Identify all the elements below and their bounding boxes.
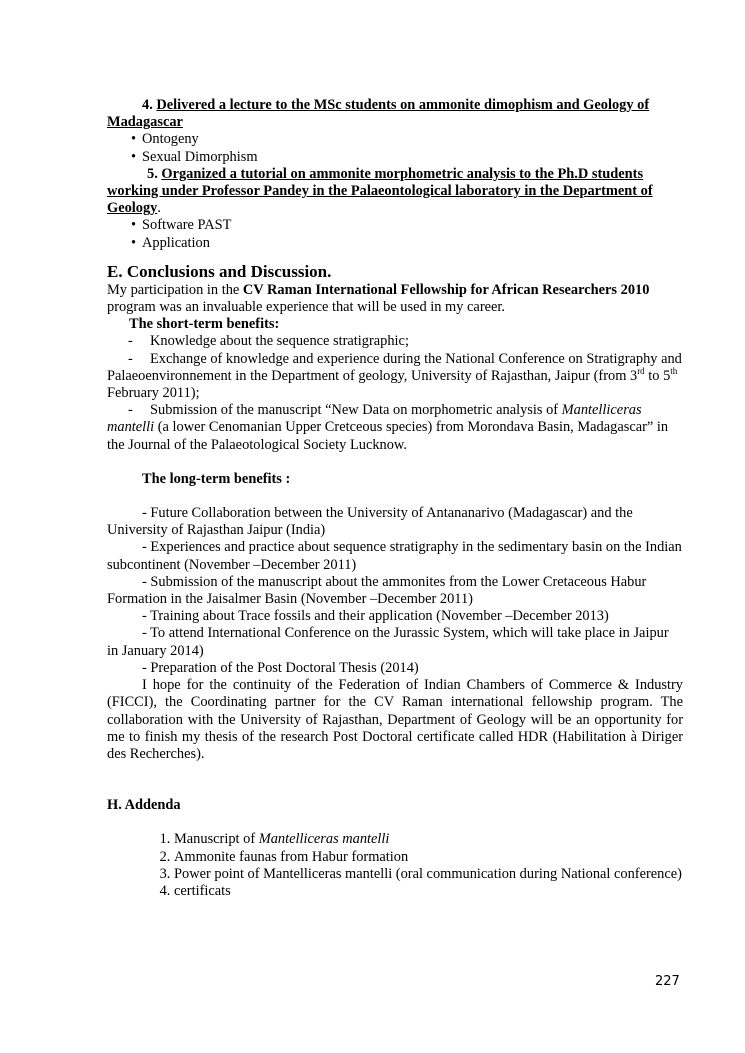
short-term-text: February 2011);: [107, 385, 200, 402]
short-term-item: [107, 402, 683, 454]
short-term-text: Submission of the manuscript “New Data on morphometric analysis of: [150, 402, 562, 419]
short-term-item: [107, 333, 683, 350]
closing-paragraph: I hope for the continuity of the Federation of Indian Chambers of Commerce & Industry (FICCI), the Coordinating partner for the CV Raman international fellowship program. The collaboration with the University of Rajasthan, Department of Geology will be an opportunity for me to finish my thesis of the research Post Doctoral certificate called HDR (Habilitation à Diriger des Recherches).: [107, 677, 683, 762]
short-term-text: Exchange of knowledge and experience during the National Conference on Stratigraphy and Palaeoenvironnement in the Department of geology, University of Rajasthan, Jaipur (from 3: [107, 350, 682, 384]
addenda-text: Manuscript of: [174, 831, 259, 848]
addenda-item: 2. Ammonite faunas from Habur formation: [174, 849, 683, 866]
long-term-item: - Experiences and practice about sequence stratigraphy in the sedimentary basin on the Indian subcontinent (November –December 2011): [107, 539, 682, 573]
activity-5-list: [107, 217, 683, 251]
dash-marker: -: [128, 350, 133, 367]
short-term-item: [107, 351, 683, 403]
superscript: th: [670, 366, 678, 377]
long-term-item: - Future Collaboration between the University of Antananarivo (Madagascar) and the University of Rajasthan Jaipur (India): [107, 505, 633, 539]
short-term-text: (a lower Cenomanian Upper Cretceous species) from Morondava Basin, Madagascar” in the Journal of the Palaeotological Society Lucknow.: [107, 419, 669, 453]
list-item: • Application: [107, 235, 683, 252]
document-page: [107, 97, 683, 900]
activity-5-heading: [107, 166, 683, 218]
long-term-heading: The long-term benefits :: [142, 470, 291, 487]
list-item: • Ontogeny: [107, 131, 683, 148]
dash-marker: -: [128, 333, 133, 350]
section-e-heading: E. Conclusions and Discussion.: [107, 261, 332, 281]
list-item: • Software PAST: [107, 217, 683, 234]
long-term-item: - Preparation of the Post Doctoral Thesis (2014): [142, 659, 419, 676]
activity-4-list: [107, 131, 683, 165]
addenda-item: [174, 831, 683, 848]
intro-text-end: program was an invaluable experience that will be used in my career.: [107, 299, 505, 316]
addenda-item: 3. Power point of Mantelliceras mantelli (oral communication during National conference): [174, 866, 683, 883]
addenda-list: [107, 831, 683, 900]
species-name: Mantelliceras mantelli: [258, 831, 390, 848]
long-term-item: - To attend International Conference on the Jurassic System, which will take place in Jaipur in January 2014): [107, 625, 669, 659]
species-name: Mantelliceras mantelli: [107, 402, 642, 436]
short-term-text: to 5: [644, 367, 671, 384]
dash-marker: -: [128, 402, 133, 419]
section-h-heading: H. Addenda: [107, 797, 181, 814]
section-e-intro: [107, 282, 683, 316]
activity-4-number: 4.: [142, 97, 153, 113]
fellowship-name: CV Raman International Fellowship for African Researchers 2010: [242, 281, 650, 298]
activity-4-title: Delivered a lecture to the MSc students on ammonite dimophism and Geology of Madagascar: [107, 97, 650, 131]
page-number: 227: [655, 974, 680, 989]
intro-text: My participation in the: [107, 281, 243, 298]
activity-5-number: 5.: [147, 165, 158, 182]
activity-4-heading: [107, 97, 683, 131]
long-term-item: - Training about Trace fossils and their application (November –December 2013): [142, 608, 609, 625]
long-term-item: - Submission of the manuscript about the ammonites from the Lower Cretaceous Habur Formation in the Jaisalmer Basin (November –December 2011): [107, 573, 647, 608]
activity-5-title: Organized a tutorial on ammonite morphometric analysis to the Ph.D students working under Professor Pandey in the Palaeontological laboratory in the Department of Geology: [107, 165, 653, 217]
list-item: • Sexual Dimorphism: [107, 149, 683, 166]
short-term-text: Knowledge about the sequence stratigraphic;: [150, 333, 409, 350]
activity-5-tail: .: [157, 200, 161, 217]
superscript: rd: [637, 366, 645, 377]
addenda-item: 4. certificats: [174, 883, 683, 900]
short-term-heading: The short-term benefits:: [129, 316, 280, 333]
